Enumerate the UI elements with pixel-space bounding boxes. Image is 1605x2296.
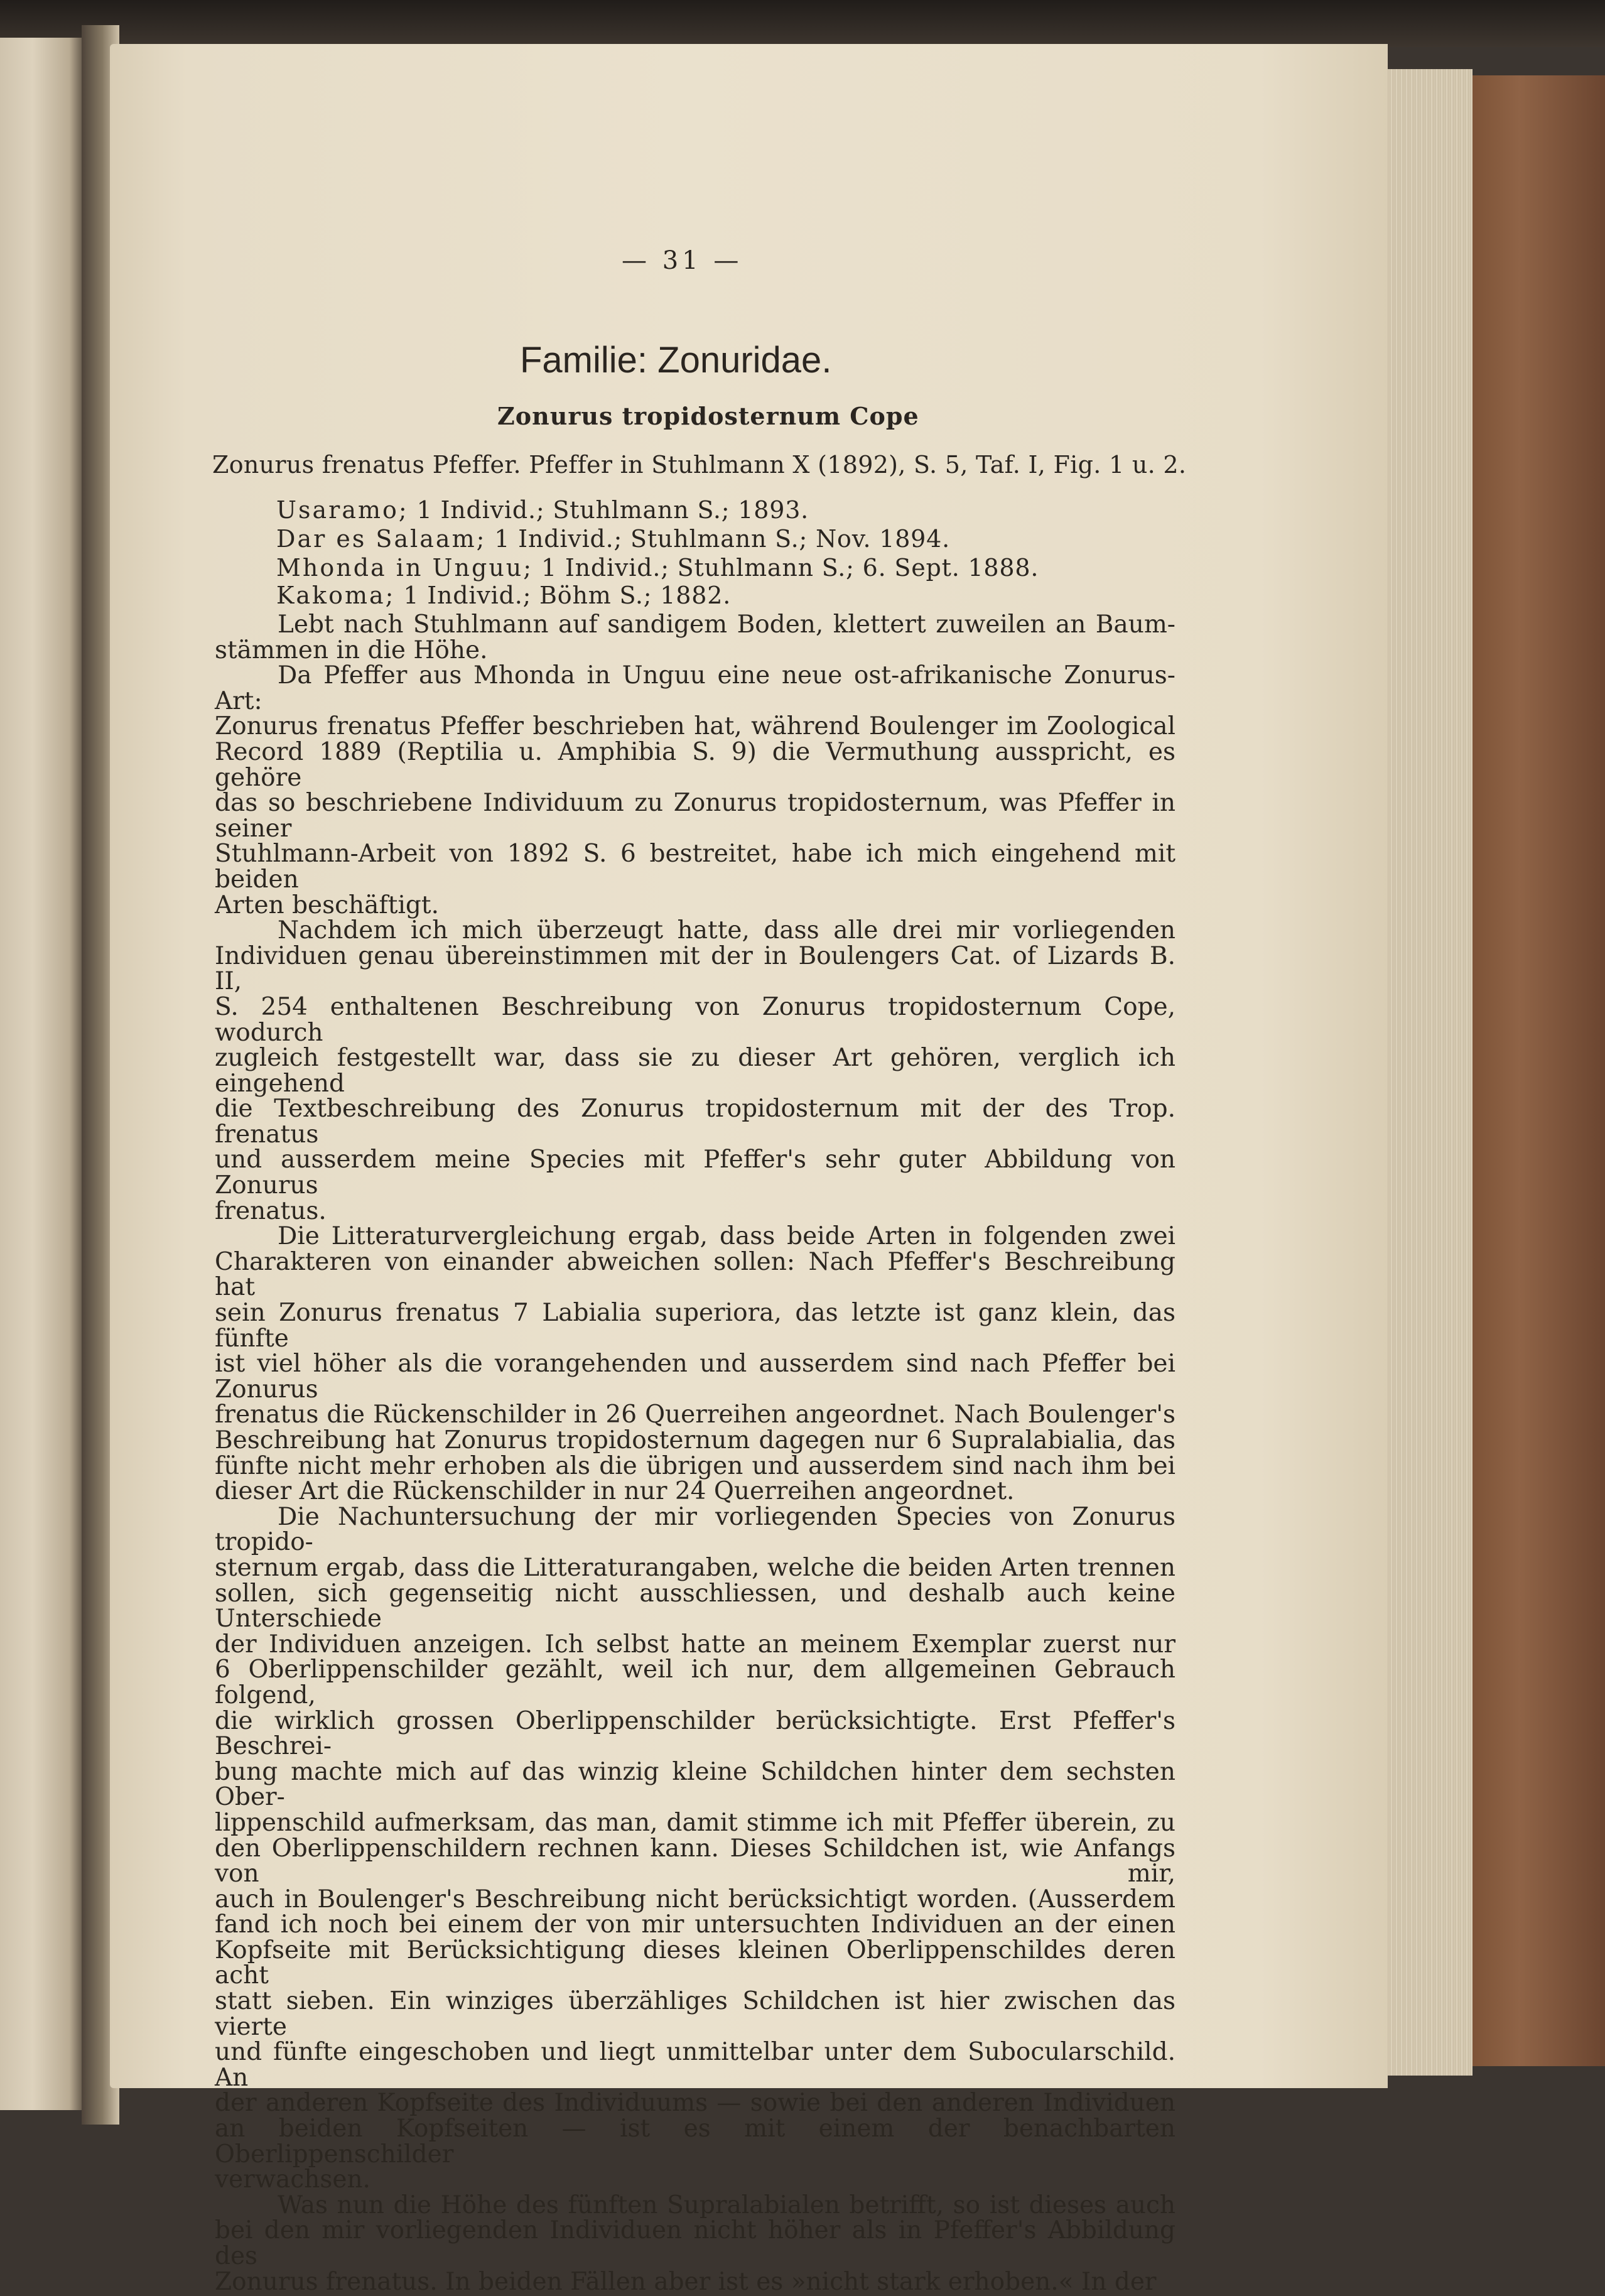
text-line: Die Nachuntersuchung der mir vorliegenden Species von Zonurus tropido- — [215, 1502, 1175, 1557]
synonym-line: Zonurus frenatus Pfeffer. Pfeffer in Stuhlmann X (1892), S. 5, Taf. I, Fig. 1 u. 2. — [212, 451, 1187, 479]
specimen-record — [276, 525, 950, 553]
specimen-record — [276, 582, 731, 609]
text-line: an beiden Kopfseiten — ist es mit einem der benachbarten Oberlippenschilder — [215, 2115, 1175, 2169]
specimen-detail: 1 Individ.; Stuhlmann S.; 1893. — [408, 496, 809, 524]
text-line: frenatus die Rückenschilder in 26 Querreihen angeordnet. Nach Boulenger's — [215, 1400, 1175, 1429]
specimen-record — [276, 496, 809, 524]
text-line: die wirklich grossen Oberlippenschilder berücksichtigte. Erst Pfeffer's Beschrei- — [215, 1706, 1175, 1761]
text-line: Da Pfeffer aus Mhonda in Unguu eine neue ost-afrikanische Zonurus-Art: — [215, 661, 1175, 715]
text-line: den Oberlippenschildern rechnen kann. Dieses Schildchen ist, wie Anfangs von mir, — [215, 1834, 1175, 1888]
text-line: 6 Oberlippenschilder gezählt, weil ich nur, dem allgemeinen Gebrauch folgend, — [215, 1655, 1175, 1709]
specimen-detail: 1 Individ.; Böhm S.; 1882. — [395, 582, 732, 609]
paragraph — [215, 1224, 1175, 1505]
text-line: auch in Boulenger's Beschreibung nicht berücksichtigt worden. (Ausserdem — [215, 1885, 1175, 1914]
text-line: Beschreibung hat Zonurus tropidosternum dagegen nur 6 Supralabialia, das — [215, 1426, 1175, 1454]
specimen-locality: Usaramo; — [276, 496, 409, 524]
text-line: zugleich festgestellt war, dass sie zu dieser Art gehören, verglich ich eingehend — [215, 1044, 1175, 1098]
text-line: der anderen Kopfseite des Individuums — sowie bei den anderen Individuen — [215, 2089, 1175, 2118]
text-line: Zonurus frenatus Pfeffer beschrieben hat, während Boulenger im Zoological — [215, 712, 1175, 741]
body-text — [215, 612, 1175, 2295]
text-line: stämmen in die Höhe. — [215, 636, 488, 664]
text-line: Zonurus frenatus. In beiden Fällen aber ist es »nicht stark erhoben.« In der — [215, 2267, 1157, 2296]
text-line: Was nun die Höhe des fünften Supralabialen betrifft, so ist dieses auch — [278, 2190, 1175, 2219]
scan-background-top — [0, 0, 1605, 47]
paragraph — [215, 2190, 1175, 2296]
text-line: und fünfte eingeschoben und liegt unmittelbar unter dem Subocularschild. An — [215, 2038, 1175, 2092]
species-heading: Zonurus tropidosternum Cope — [497, 402, 919, 430]
paragraph — [215, 918, 1175, 1224]
previous-page-edge — [0, 38, 82, 2110]
text-line: die Textbeschreibung des Zonurus tropidosternum mit der des Trop. frenatus — [215, 1095, 1175, 1149]
specimen-detail: 1 Individ.; Stuhlmann S.; Nov. 1894. — [486, 525, 951, 553]
specimen-locality: Kakoma; — [276, 582, 396, 609]
specimen-locality: Mhonda in Unguu; — [276, 554, 534, 582]
text-line: bung machte mich auf das winzig kleine Schildchen hinter dem sechsten Ober- — [215, 1757, 1175, 1812]
text-line: und ausserdem meine Species mit Pfeffer's sehr guter Abbildung von Zonurus — [215, 1145, 1175, 1200]
text-line: Kopfseite mit Berücksichtigung dieses kleinen Oberlippenschildes deren acht — [215, 1936, 1175, 1990]
text-line: Charakteren von einander abweichen sollen: Nach Pfeffer's Beschreibung hat — [215, 1247, 1175, 1302]
text-line: ist viel höher als die vorangehenden und ausserdem sind nach Pfeffer bei Zonurus — [215, 1350, 1175, 1404]
text-line: Lebt nach Stuhlmann auf sandigem Boden, klettert zuweilen an Baum- — [278, 610, 1175, 639]
text-line: Nachdem ich mich überzeugt hatte, dass alle drei mir vorliegenden — [278, 916, 1175, 945]
text-line: verwachsen. — [215, 2165, 370, 2194]
family-heading: Familie: Zonuridae. — [520, 340, 832, 381]
text-line: lippenschild aufmerksam, das man, damit stimme ich mit Pfeffer überein, zu — [215, 1808, 1175, 1837]
paragraph — [215, 663, 1175, 918]
text-line: frenatus. — [215, 1196, 327, 1225]
text-line: Die Litteraturvergleichung ergab, dass beide Arten in folgenden zwei — [278, 1222, 1175, 1251]
text-line: der Individuen anzeigen. Ich selbst hatte an meinem Exemplar zuerst nur — [215, 1630, 1175, 1659]
page-number: — 31 — — [622, 246, 743, 275]
specimen-detail: 1 Individ.; Stuhlmann S.; 6. Sept. 1888. — [533, 554, 1039, 582]
text-line: sein Zonurus frenatus 7 Labialia superiora, das letzte ist ganz klein, das fünfte — [215, 1299, 1175, 1353]
text-line: fünfte nicht mehr erhoben als die übrigen und ausserdem sind nach ihm bei — [215, 1451, 1175, 1480]
text-line: bei den mir vorliegenden Individuen nicht höher als in Pfeffer's Abbildung des — [215, 2216, 1175, 2270]
text-line: dieser Art die Rückenschilder in nur 24 Querreihen angeordnet. — [215, 1477, 1015, 1506]
paragraph — [215, 1502, 1175, 2194]
page-stack-edge — [1378, 69, 1473, 2076]
text-line: statt sieben. Ein winziges überzähliges Schildchen ist hier zwischen das vierte — [215, 1987, 1175, 2041]
text-line: Individuen genau übereinstimmen mit der in Boulengers Cat. of Lizards B. II, — [215, 941, 1175, 996]
text-line: das so beschriebene Individuum zu Zonurus tropidosternum, was Pfeffer in seiner — [215, 789, 1175, 843]
book-cover-edge — [1463, 75, 1605, 2066]
paragraph — [215, 612, 1175, 663]
text-line: fand ich noch bei einem der von mir untersuchten Individuen an der einen — [215, 1910, 1175, 1939]
text-line: Stuhlmann-Arbeit von 1892 S. 6 bestreitet, habe ich mich eingehend mit beiden — [215, 840, 1175, 894]
text-line: S. 254 enthaltenen Beschreibung von Zonurus tropidosternum Cope, wodurch — [215, 992, 1175, 1047]
text-line: sollen, sich gegenseitig nicht ausschliessen, und deshalb auch keine Unterschiede — [215, 1579, 1175, 1633]
text-line: sternum ergab, dass die Litteraturangaben, welche die beiden Arten trennen — [215, 1553, 1175, 1582]
text-line: Record 1889 (Reptilia u. Amphibia S. 9) die Vermuthung ausspricht, es gehöre — [215, 737, 1175, 792]
specimen-record — [276, 554, 1039, 582]
text-line: Arten beschäftigt. — [215, 891, 439, 919]
specimen-locality: Dar es Salaam; — [276, 525, 487, 553]
